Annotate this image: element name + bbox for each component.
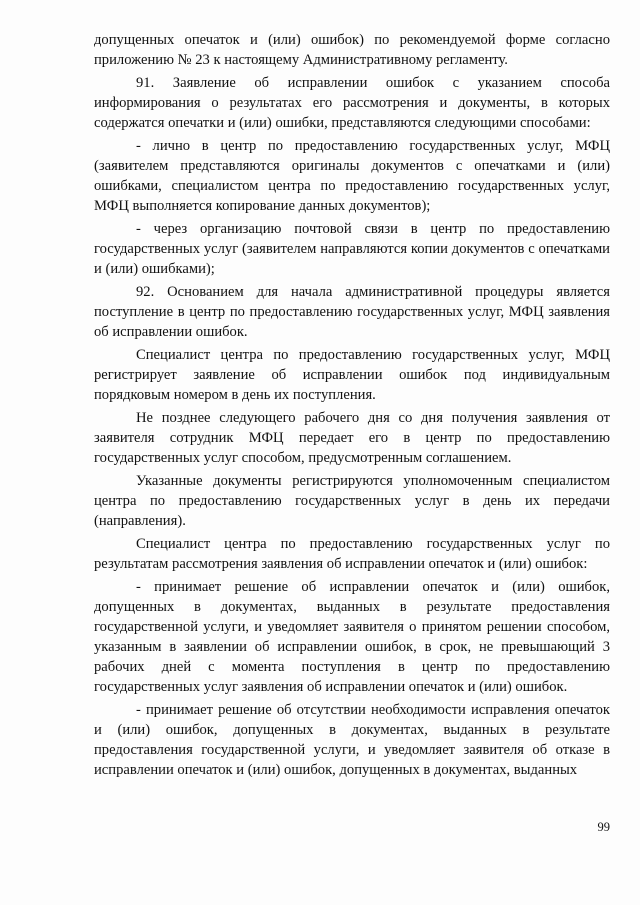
paragraph-submission-in-person: - лично в центр по предоставлению государственных услуг, МФЦ (заявителем представляются оригиналы документов с опечатками и (или) ошибками, специалистом центра по предоставлению государственных услуг, МФЦ выполняется копирование данных документов); (94, 138, 610, 214)
page-number: 99 (597, 820, 610, 834)
paragraph-documents-registered: Указанные документы регистрируются уполномоченным специалистом центра по предоставлению государственных услуг в день их передачи (направления). (94, 473, 610, 529)
paragraph-continuation: допущенных опечаток и (или) ошибок) по рекомендуемой форме согласно приложению № 23 к настоящему Административному регламенту. (94, 32, 610, 68)
paragraph-submission-by-mail: - через организацию почтовой связи в центр по предоставлению государственных услуг (заявителем направляются копии документов с опечатками и (или) ошибками); (94, 221, 610, 277)
paragraph-transfer: Не позднее следующего рабочего дня со дня получения заявления от заявителя сотрудник МФЦ передает его в центр по предоставлению государственных услуг способом, предусмотренным соглашением. (94, 410, 610, 466)
paragraph-specialist-review: Специалист центра по предоставлению государственных услуг по результатам рассмотрения заявления об исправлении опечаток и (или) ошибок: (94, 536, 610, 572)
document-body (94, 30, 610, 783)
paragraph-decision-refuse: - принимает решение об отсутствии необходимости исправления опечаток и (или) ошибок, допущенных в документах, выданных в результате предоставления государственной услуги, и уведомляет заявителя об отказе в исправлении опечаток и (или) ошибок, допущенных в документах, выданных (94, 702, 610, 778)
paragraph-91: 91. Заявление об исправлении ошибок с указанием способа информирования о результатах его рассмотрения и документы, в которых содержатся опечатки и (или) ошибки, представляются следующими способами: (94, 75, 610, 131)
paragraph-decision-correct: - принимает решение об исправлении опечаток и (или) ошибок, допущенных в документах, выданных в результате предоставления государственной услуги, и уведомляет заявителя о принятом решении способом, указанным в заявлении об исправлении ошибок, в срок, не превышающий 3 рабочих дней с момента поступления в центр по предоставлению государственных услуг заявления об исправлении опечаток и (или) ошибок. (94, 579, 610, 695)
paragraph-92: 92. Основанием для начала административной процедуры является поступление в центр по предоставлению государственных услуг, МФЦ заявления об исправлении ошибок. (94, 284, 610, 340)
paragraph-registration: Специалист центра по предоставлению государственных услуг, МФЦ регистрирует заявление об исправлении ошибок под индивидуальным порядковым номером в день их поступления. (94, 347, 610, 403)
